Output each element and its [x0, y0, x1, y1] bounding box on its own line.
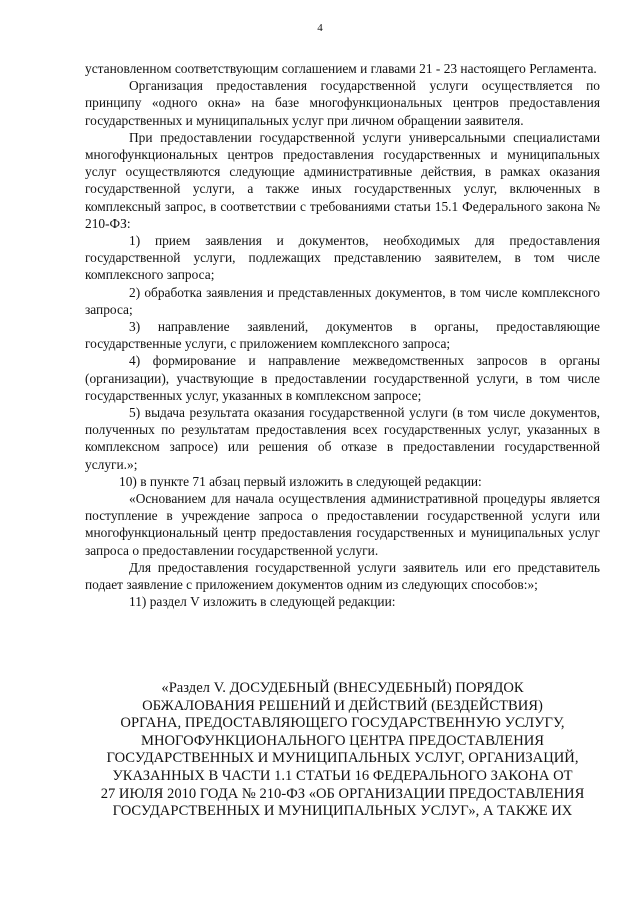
amendment-item: 11) раздел V изложить в следующей редакции:	[129, 594, 396, 610]
heading-line: МНОГОФУНКЦИОНАЛЬНОГО ЦЕНТРА ПРЕДОСТАВЛЕНИЯ	[140, 732, 545, 749]
paragraph: установленном соответствующим соглашением и главами 21 - 23 настоящего Регламента.	[85, 61, 597, 76]
heading-line: ОРГАНА, ПРЕДОСТАВЛЯЮЩЕГО ГОСУДАРСТВЕННУЮ УСЛУГУ,	[120, 715, 565, 732]
heading-line: «Раздел V. ДОСУДЕБНЫЙ (ВНЕСУДЕБНЫЙ) ПОРЯДОК	[161, 680, 524, 696]
list-item: 5) выдача результата оказания государственной услуги (в том числе документов, полученных по результатам предоставления всех государственных услуг, указанных в комплексном запросе) или решения об отказе в предоставлении государственной услуги.»;	[85, 405, 600, 472]
body-text	[85, 60, 600, 611]
list-item: 4) формирование и направление межведомственных запросов в органы (организации), участвующие в предоставлении государственной услуги, в том числе государственных услуг, указанных в комплексном запросе;	[85, 353, 600, 403]
paragraph: Для предоставления государственной услуги заявитель или его представитель подает заявление с приложением документов одним из следующих способов:»;	[85, 559, 600, 593]
paragraph: Организация предоставления государственной услуги осуществляется по принципу «одного окна» на базе многофункциональных центров предоставления государственных и муниципальных услуг при личном обращении заявителя.	[85, 78, 600, 128]
list-item: 1) прием заявления и документов, необходимых для предоставления государственной услуги, подлежащих представлению заявителем, в том числе комплексного запроса;	[85, 233, 600, 283]
page-number: 4	[317, 22, 323, 34]
heading-line: 27 ИЮЛЯ 2010 ГОДА № 210-ФЗ «ОБ ОРГАНИЗАЦИИ ПРЕДОСТАВЛЕНИЯ	[100, 785, 585, 802]
heading-line: УКАЗАННЫХ В ЧАСТИ 1.1 СТАТЬИ 16 ФЕДЕРАЛЬНОГО ЗАКОНА ОТ	[112, 767, 573, 784]
list-item: 2) обработка заявления и представленных документов, в том числе комплексного запроса;	[85, 284, 600, 317]
paragraph: «Основанием для начала осуществления административной процедуры является поступление в учреждение запроса о предоставлении государственной услуги или многофункциональный центр предоставления государственных и муниципальных услуг запроса о предоставлении государственной услуги.	[85, 491, 600, 558]
heading-line: ГОСУДАРСТВЕННЫХ И МУНИЦИПАЛЬНЫХ УСЛУГ, ОРГАНИЗАЦИЙ,	[106, 750, 579, 767]
heading-line: ГОСУДАРСТВЕННЫХ И МУНИЦИПАЛЬНЫХ УСЛУГ», А ТАКЖЕ ИХ	[112, 803, 573, 820]
section-heading	[85, 680, 600, 821]
heading-line: ОБЖАЛОВАНИЯ РЕШЕНИЙ И ДЕЙСТВИЙ (БЕЗДЕЙСТВИЯ)	[142, 697, 543, 714]
amendment-item: 10) в пункте 71 абзац первый изложить в следующей редакции:	[119, 473, 482, 489]
list-item: 3) направление заявлений, документов в органы, предоставляющие государственные услуги, с приложением комплексного запроса;	[85, 319, 600, 352]
paragraph: При предоставлении государственной услуги универсальными специалистами многофункциональных центров предоставления государственных и муниципальных услуг осуществляются следующие административные действия, в рамках оказания государственной услуги, а также иных государственных услуг, включенных в комплексный запрос, в соответствии с требованиями статьи 15.1 Федерального закона № 210-ФЗ:	[85, 129, 600, 231]
